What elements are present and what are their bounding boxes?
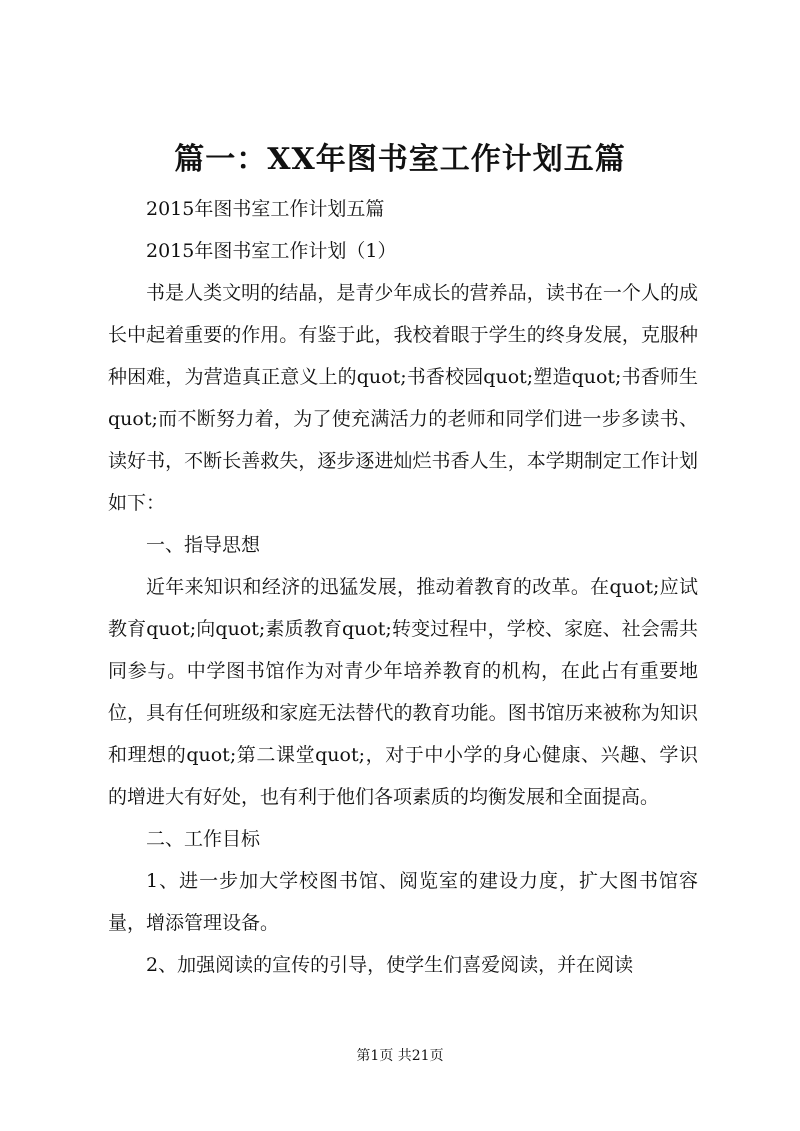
document-title: 篇一：XX年图书室工作计划五篇 (174, 142, 626, 177)
page-number-footer: 第1页 共21页 (356, 1048, 444, 1064)
paragraph: 2015年图书室工作计划（1） (146, 240, 397, 262)
paragraph: 书是人类文明的结晶，是青少年成长的营养品，读书在一个人的成长中起着重要的作用。有鉴于此，我校着眼于学生的终身发展，克服种种困难，为营造真正意义上的quot;书香校园quot;塑造quot;书香师生quot;而不断努力着，为了使充满活力的老师和同学们进一步多读书、读好书，不断长善救失，逐步逐进灿烂书香人生，本学期制定工作计划如下： (108, 282, 698, 514)
document-body (108, 188, 698, 986)
paragraph: 2015年图书室工作计划五篇 (146, 198, 385, 220)
paragraph: 近年来知识和经济的迅猛发展，推动着教育的改革。在quot;应试教育quot;向quot;素质教育quot;转变过程中，学校、家庭、社会需共同参与。中学图书馆作为对青少年培养教育的机构，在此占有重要地位，具有任何班级和家庭无法替代的教育功能。图书馆历来被称为知识和理想的quot;第二课堂quot;，对于中小学的身心健康、兴趣、学识的增进大有好处，也有利于他们各项素质的均衡发展和全面提高。 (108, 576, 698, 808)
section-heading: 一、指导思想 (146, 534, 261, 556)
section-heading: 二、工作目标 (146, 828, 261, 850)
paragraph: 2、加强阅读的宣传的引导，使学生们喜爱阅读，并在阅读 (146, 954, 634, 976)
paragraph: 1、进一步加大学校图书馆、阅览室的建设力度，扩大图书馆容量，增添管理设备。 (108, 870, 698, 934)
